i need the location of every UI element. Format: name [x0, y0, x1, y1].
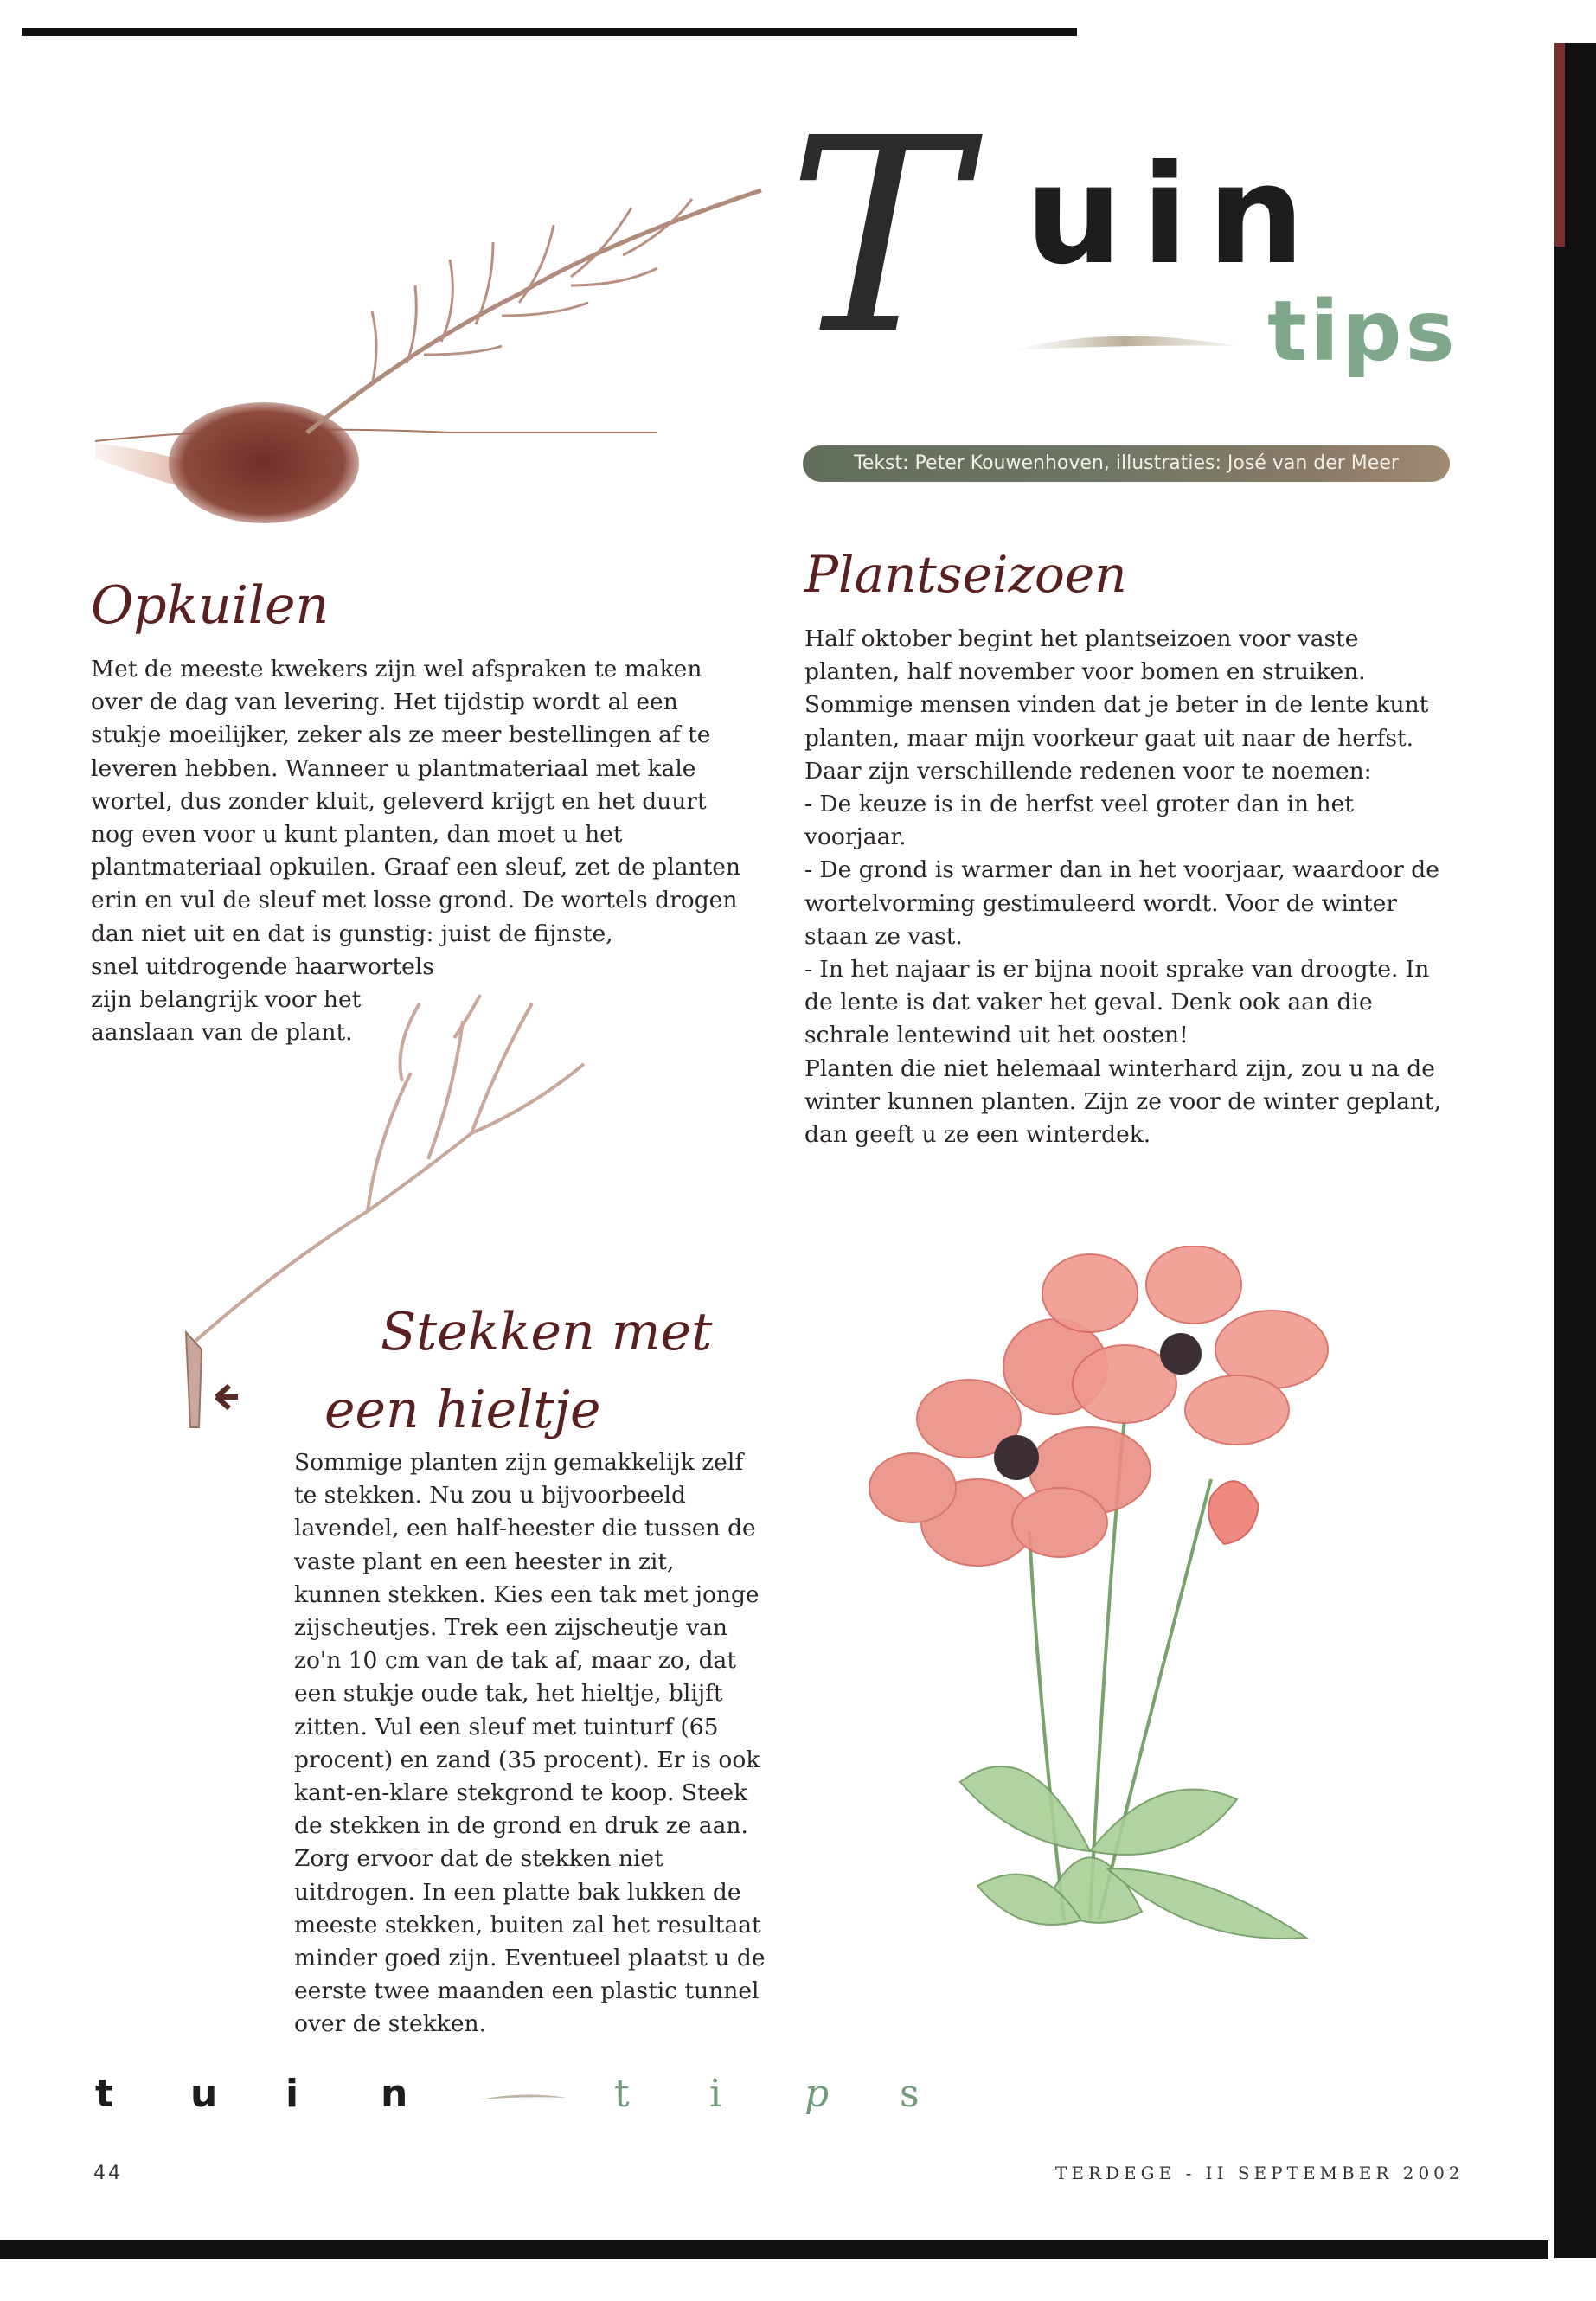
list-item: - De keuze is in de herfst veel groter dan in het voorjaar. [804, 791, 1354, 851]
page-edge-accent [1554, 43, 1565, 247]
heading-stekken-line2: een hieltje [324, 1380, 601, 1440]
brush-stroke-decoration [1008, 320, 1241, 363]
anemone-flower-illustration [830, 1246, 1436, 2076]
footer-letter: i [709, 2072, 722, 2116]
footer-letter: t [95, 2072, 114, 2116]
paragraph-stekken: Sommige planten zijn gemakkelijk zelf te stekken. Nu zou u bijvoorbeeld lavendel, een half-heester die tussen de vaste plant en een heester in zit, kunnen stekken. Kies een tak met jonge zijscheutjes. Trek een zijscheutje van zo'n 10 cm van de tak af, maar zo, dat een stukje oude tak, het hieltje, blijft zitten. Vul een sleuf met tuinturf (65 procent) en zand (35 procent). Er is ook kant-en-klare stekgrond te koop. Steek de stekken in de grond en druk ze aan. Zorg ervoor dat de stekken niet uitdrogen. In een platte bak lukken de meeste stekken, buiten zal het resultaat minder goed zijn. Eventueel plaatst u de eerste twee maanden een plastic tunnel over de stekken. [294, 1449, 766, 2038]
heading-plantseizoen: Plantseizoen [804, 545, 1127, 604]
page-number: 44 [93, 2163, 123, 2184]
footer-letter: p [804, 2072, 830, 2116]
list-item: - De grond is warmer dan in het voorjaar, waardoor de wortelvorming gestimuleerd wordt. Voor de winter staan ze vast. [804, 856, 1439, 950]
bare-root-plant-illustration [87, 173, 779, 545]
bottom-rule [0, 2240, 1548, 2259]
cutting-illustration [169, 986, 688, 1445]
footer-letter: s [900, 2072, 920, 2116]
paragraph-opkuilen-end: snel uitdrogende haarwortels zijn belangrijk voor het aanslaan van de plant. [91, 952, 434, 1047]
footer-title [95, 2072, 1029, 2116]
footer-letter: n [381, 2072, 408, 2116]
title-initial: T [787, 81, 966, 394]
credit-bar: Tekst: Peter Kouwenhoven, illustraties: José van der Meer [803, 445, 1450, 482]
title-subtitle: tips [1267, 283, 1458, 380]
paragraph-intro: Half oktober begint het plantseizoen voor vaste planten, half november voor bomen en struiken. Sommige mensen vinden dat je beter in de lente kunt planten, maar mijn voorkeur gaat uit naar de herfst. Daar zijn verschillende redenen voor te noemen: [804, 625, 1429, 785]
footer-letter: t [614, 2072, 630, 2116]
footer-divider [476, 2072, 614, 2116]
footer-letter: u [190, 2072, 218, 2116]
list-item: - In het najaar is er bijna nooit sprake van droogte. In de lente is dat vaker het geval. Denk ook aan die schrale lentewind uit het oosten! [804, 956, 1430, 1049]
top-rule [22, 28, 1077, 36]
paragraph-closing: Planten die niet helemaal winterhard zijn, zou u na de winter kunnen planten. Zijn ze voor de winter geplant, dan geeft u ze een winterdek. [804, 1054, 1442, 1149]
heading-stekken-line1: Stekken met [381, 1302, 713, 1362]
page-edge [1554, 43, 1596, 2258]
article-plantseizoen [804, 623, 1445, 1151]
issue-line: TERDEGE - II SEPTEMBER 2002 [1055, 2163, 1465, 2183]
title-text: uin [1025, 136, 1324, 295]
article-stekken [294, 1446, 766, 2041]
footer-letter: i [285, 2072, 299, 2116]
heading-opkuilen: Opkuilen [91, 575, 330, 636]
paragraph-opkuilen: Met de meeste kwekers zijn wel afspraken te maken over de dag van levering. Het tijdstip wordt al een stukje moeilijker, zeker als ze meer bestellingen af te leveren hebben. Wanneer u plantmateriaal met kale wortel, dus zonder kluit, geleverd krijgt en het duurt nog even voor u kunt planten, dan moet u het plantmateriaal opkuilen. Graaf een sleuf, zet de planten erin en vul de sleuf met losse grond. De wortels drogen dan niet uit en dat is gunstig: juist de fijnste, [91, 656, 740, 947]
